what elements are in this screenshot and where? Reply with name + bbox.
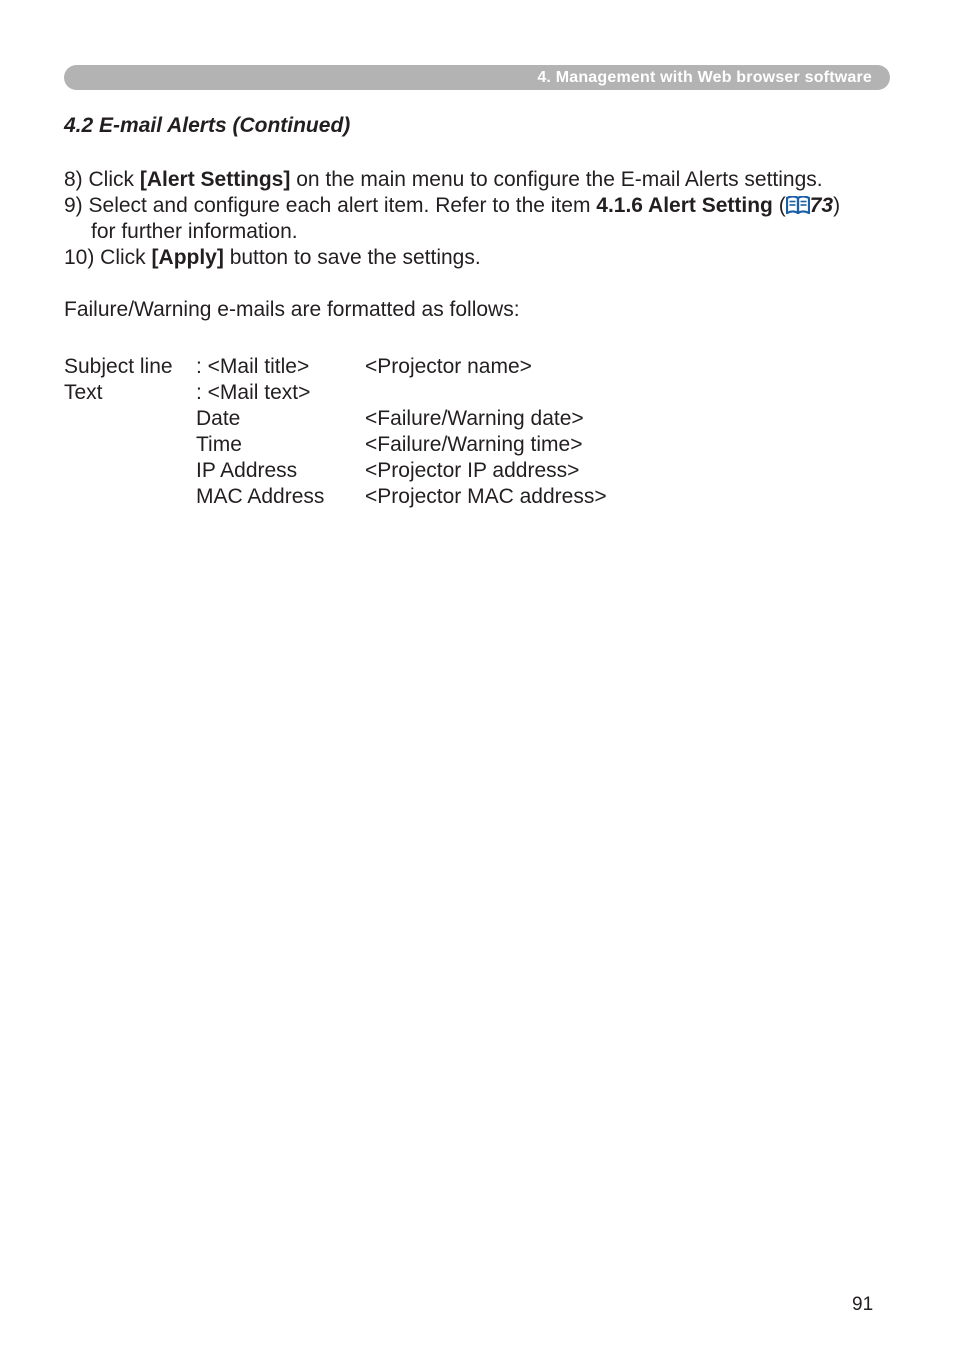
field-mac: MAC Address [196,485,325,508]
subject-value: : <Mail title> [196,355,310,378]
format-intro: Failure/Warning e-mails are formatted as follows: [64,298,520,321]
subject-label: Subject line [64,355,173,378]
alert-settings-ref: [Alert Settings] [139,168,291,191]
header-title: 4. Management with Web browser software [537,69,872,86]
step-9 [64,193,840,219]
step-9-text: 9) Select and configure each alert item. Refer to the item [64,194,597,217]
value-mac: <Projector MAC address> [365,485,607,508]
value-time: <Failure/Warning time> [365,433,583,456]
section-title: 4.2 E-mail Alerts (Continued) [64,114,351,137]
step-8-text-end: on the main menu to configure the E-mail Alerts settings. [290,168,823,191]
step-10-text: 10) Click [64,246,152,269]
step-9-continued: for further information. [91,220,298,243]
text-value: : <Mail text> [196,381,311,404]
subject-extra: <Projector name> [365,355,532,378]
value-date: <Failure/Warning date> [365,407,584,430]
text-label: Text [64,381,103,404]
field-ip: IP Address [196,459,298,482]
step-8-text: 8) Click [64,168,140,191]
alert-setting-ref: 4.1.6 Alert Setting [596,194,773,217]
page-number: 91 [852,1294,874,1315]
value-ip: <Projector IP address> [365,459,580,482]
step-10-text-end: button to save the settings. [223,246,481,269]
apply-ref: [Apply] [151,246,224,269]
field-time: Time [196,433,242,456]
page-ref-number: 73 [809,194,834,217]
field-date: Date [196,407,241,430]
ref-open-paren: ( [772,194,786,217]
step-8 [64,167,823,193]
book-icon [786,196,810,214]
header-bar [64,65,890,90]
step-10 [64,245,481,271]
ref-close-paren: ) [833,194,841,217]
